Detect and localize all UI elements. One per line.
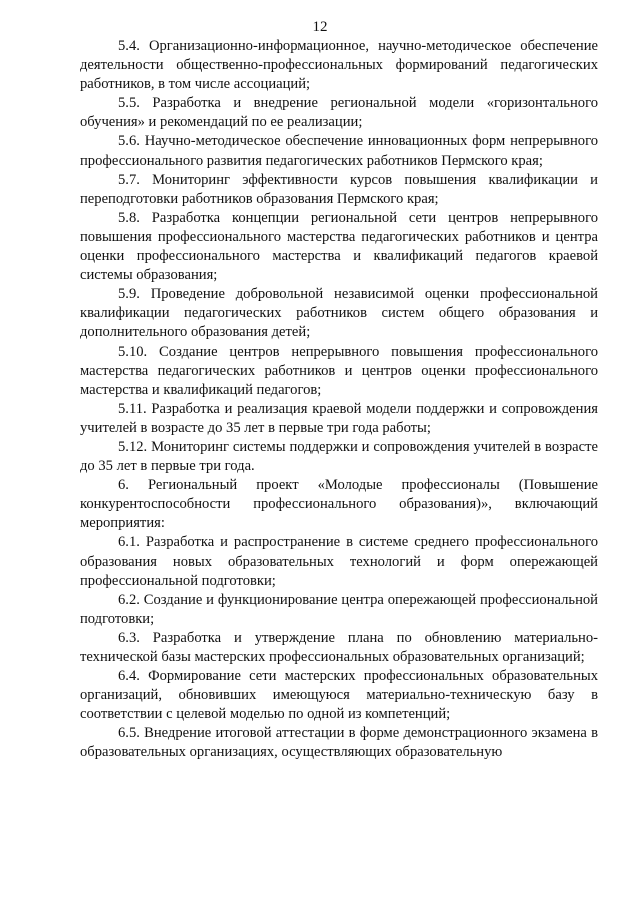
paragraph-6-2: 6.2. Создание и функционирование центра опережающей профессиональной подготовки; xyxy=(80,591,598,627)
paragraph-5-7: 5.7. Мониторинг эффективности курсов повышения квалификации и переподготовки работников образования Пермского края; xyxy=(80,171,598,207)
paragraph-5-6: 5.6. Научно-методическое обеспечение инновационных форм непрерывного профессионального развития педагогических работников Пермского края; xyxy=(80,133,598,169)
paragraph-6-5: 6.5. Внедрение итоговой аттестации в форме демонстрационного экзамена в образовательных организациях, осуществляющих образовательную xyxy=(80,725,598,761)
page-number: 12 xyxy=(312,19,328,35)
paragraph-5-11: 5.11. Разработка и реализация краевой модели поддержки и сопровождения учителей в возрасте до 35 лет в первые три года работы; xyxy=(80,400,598,436)
paragraph-6: 6. Региональный проект «Молодые профессионалы (Повышение конкурентоспособности профессионального образования)», включающий мероприятия: xyxy=(80,477,598,532)
paragraph-6-4: 6.4. Формирование сети мастерских профессиональных образовательных организаций, обновивших имеющуюся материально-техническую базу в соответствии с целевой моделью по одной из компетенций; xyxy=(80,668,598,723)
paragraph-5-4: 5.4. Организационно-информационное, научно-методическое обеспечение деятельности общественно-профессиональных формирований педагогических работников, в том числе ассоциаций; xyxy=(80,38,598,93)
paragraph-5-9: 5.9. Проведение добровольной независимой оценки профессиональной квалификации педагогических работников систем общего образования и дополнительного образования детей; xyxy=(80,286,598,341)
paragraph-5-8: 5.8. Разработка концепции региональной сети центров непрерывного повышения профессионального мастерства педагогических работников и центра оценки профессионального мастерства и квалификаций педагогов краевой системы образования; xyxy=(80,209,598,284)
paragraph-5-12: 5.12. Мониторинг системы поддержки и сопровождения учителей в возрасте до 35 лет в первые три года. xyxy=(80,438,598,475)
paragraph-6-1: 6.1. Разработка и распространение в системе среднего профессионального образования новых образовательных технологий и форм опережающей профессиональной подготовки; xyxy=(80,534,598,589)
paragraph-5-10: 5.10. Создание центров непрерывного повышения профессионального мастерства педагогических работников и центров оценки профессионального мастерства и квалификаций педагогов; xyxy=(80,343,598,398)
paragraph-5-5: 5.5. Разработка и внедрение региональной модели «горизонтального обучения» и рекомендаций по ее реализации; xyxy=(80,95,598,131)
document-body xyxy=(80,37,598,763)
paragraph-6-3: 6.3. Разработка и утверждение плана по обновлению материально-технической базы мастерских профессиональных образовательных организаций; xyxy=(80,629,598,665)
